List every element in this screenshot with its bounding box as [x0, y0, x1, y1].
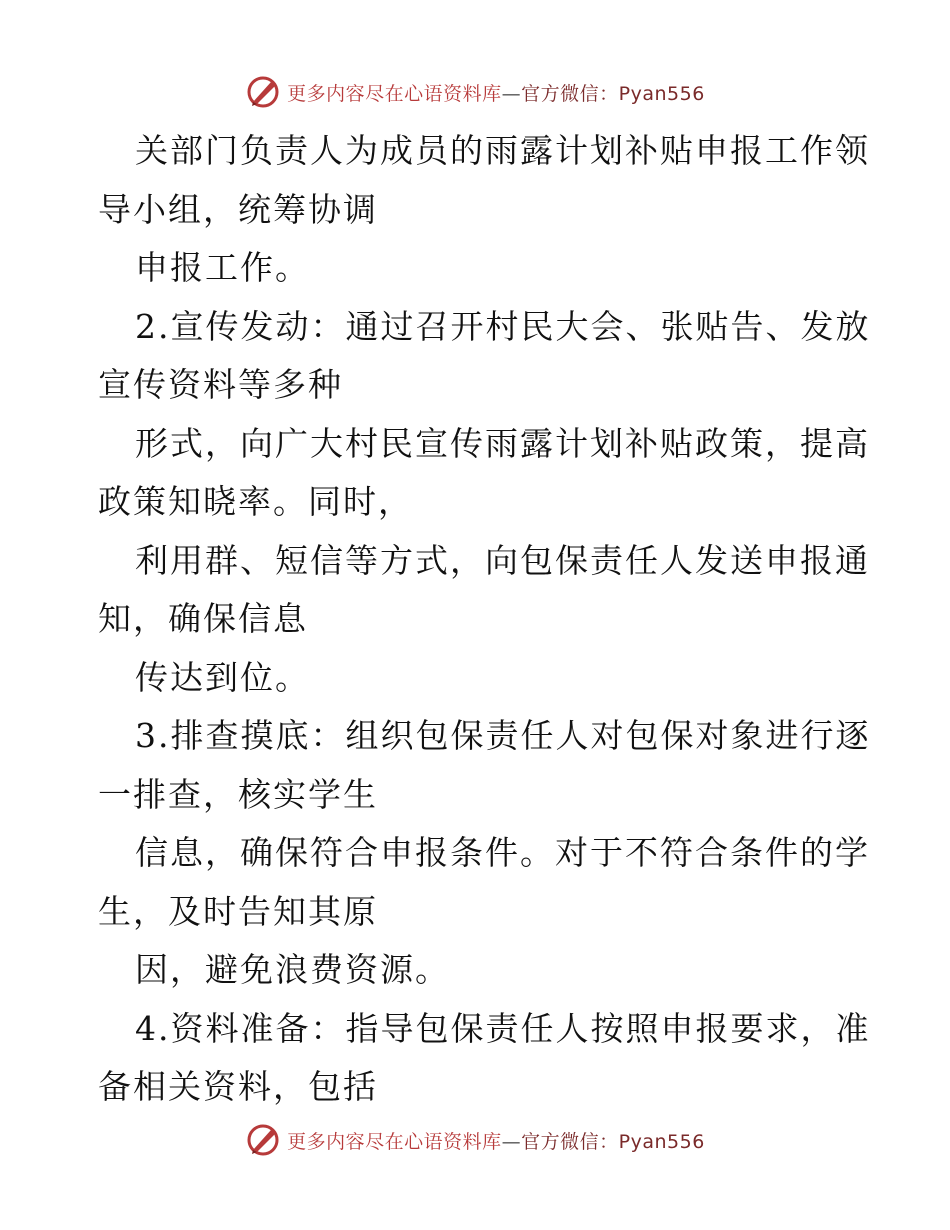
text-line: 4.资料准备：指导包保责任人按照申报要求，准 — [135, 1008, 871, 1048]
text-line: 导小组，统筹协调 — [98, 189, 378, 229]
text-line: 因，避免浪费资源。 — [135, 950, 450, 989]
text-line: 形式，向广大村民宣传雨露计划补贴政策，提高 — [135, 423, 870, 463]
pen-logo-icon — [245, 74, 281, 110]
watermark-main: 更多内容尽在心语资料库 — [287, 82, 502, 105]
footer-watermark — [0, 1118, 950, 1162]
watermark-text — [287, 1127, 705, 1154]
text-line: 3.排查摸底：组织包保责任人对包保对象进行逐 — [135, 716, 871, 755]
document-body — [98, 122, 871, 1117]
watermark-text — [287, 79, 705, 106]
header-watermark — [0, 70, 950, 114]
text-line: 2.宣传发动：通过召开村民大会、张贴告、发放 — [135, 306, 871, 346]
text-line: 政策知晓率。同时， — [98, 482, 413, 521]
text-line: 信息，确保符合申报条件。对于不符合条件的学 — [135, 833, 870, 872]
text-line: 生，及时告知其原 — [98, 891, 378, 931]
text-line: 宣传资料等多种 — [98, 365, 343, 404]
text-line: 一排查，核实学生 — [98, 774, 378, 814]
watermark-dash: — — [501, 82, 522, 105]
text-line: 知，确保信息 — [98, 599, 308, 638]
watermark-dash: — — [501, 1130, 522, 1153]
watermark-contact: 官方微信：Pyan556 — [521, 82, 705, 105]
text-line: 利用群、短信等方式，向包保责任人发送申报通 — [135, 540, 870, 580]
text-line: 备相关资料，包括 — [98, 1067, 378, 1106]
pen-logo-icon — [245, 1122, 281, 1158]
watermark-contact: 官方微信：Pyan556 — [521, 1130, 705, 1153]
watermark-main: 更多内容尽在心语资料库 — [287, 1130, 502, 1153]
text-line: 传达到位。 — [135, 657, 310, 697]
text-line: 申报工作。 — [135, 248, 310, 287]
text-line: 关部门负责人为成员的雨露计划补贴申报工作领 — [135, 131, 870, 170]
